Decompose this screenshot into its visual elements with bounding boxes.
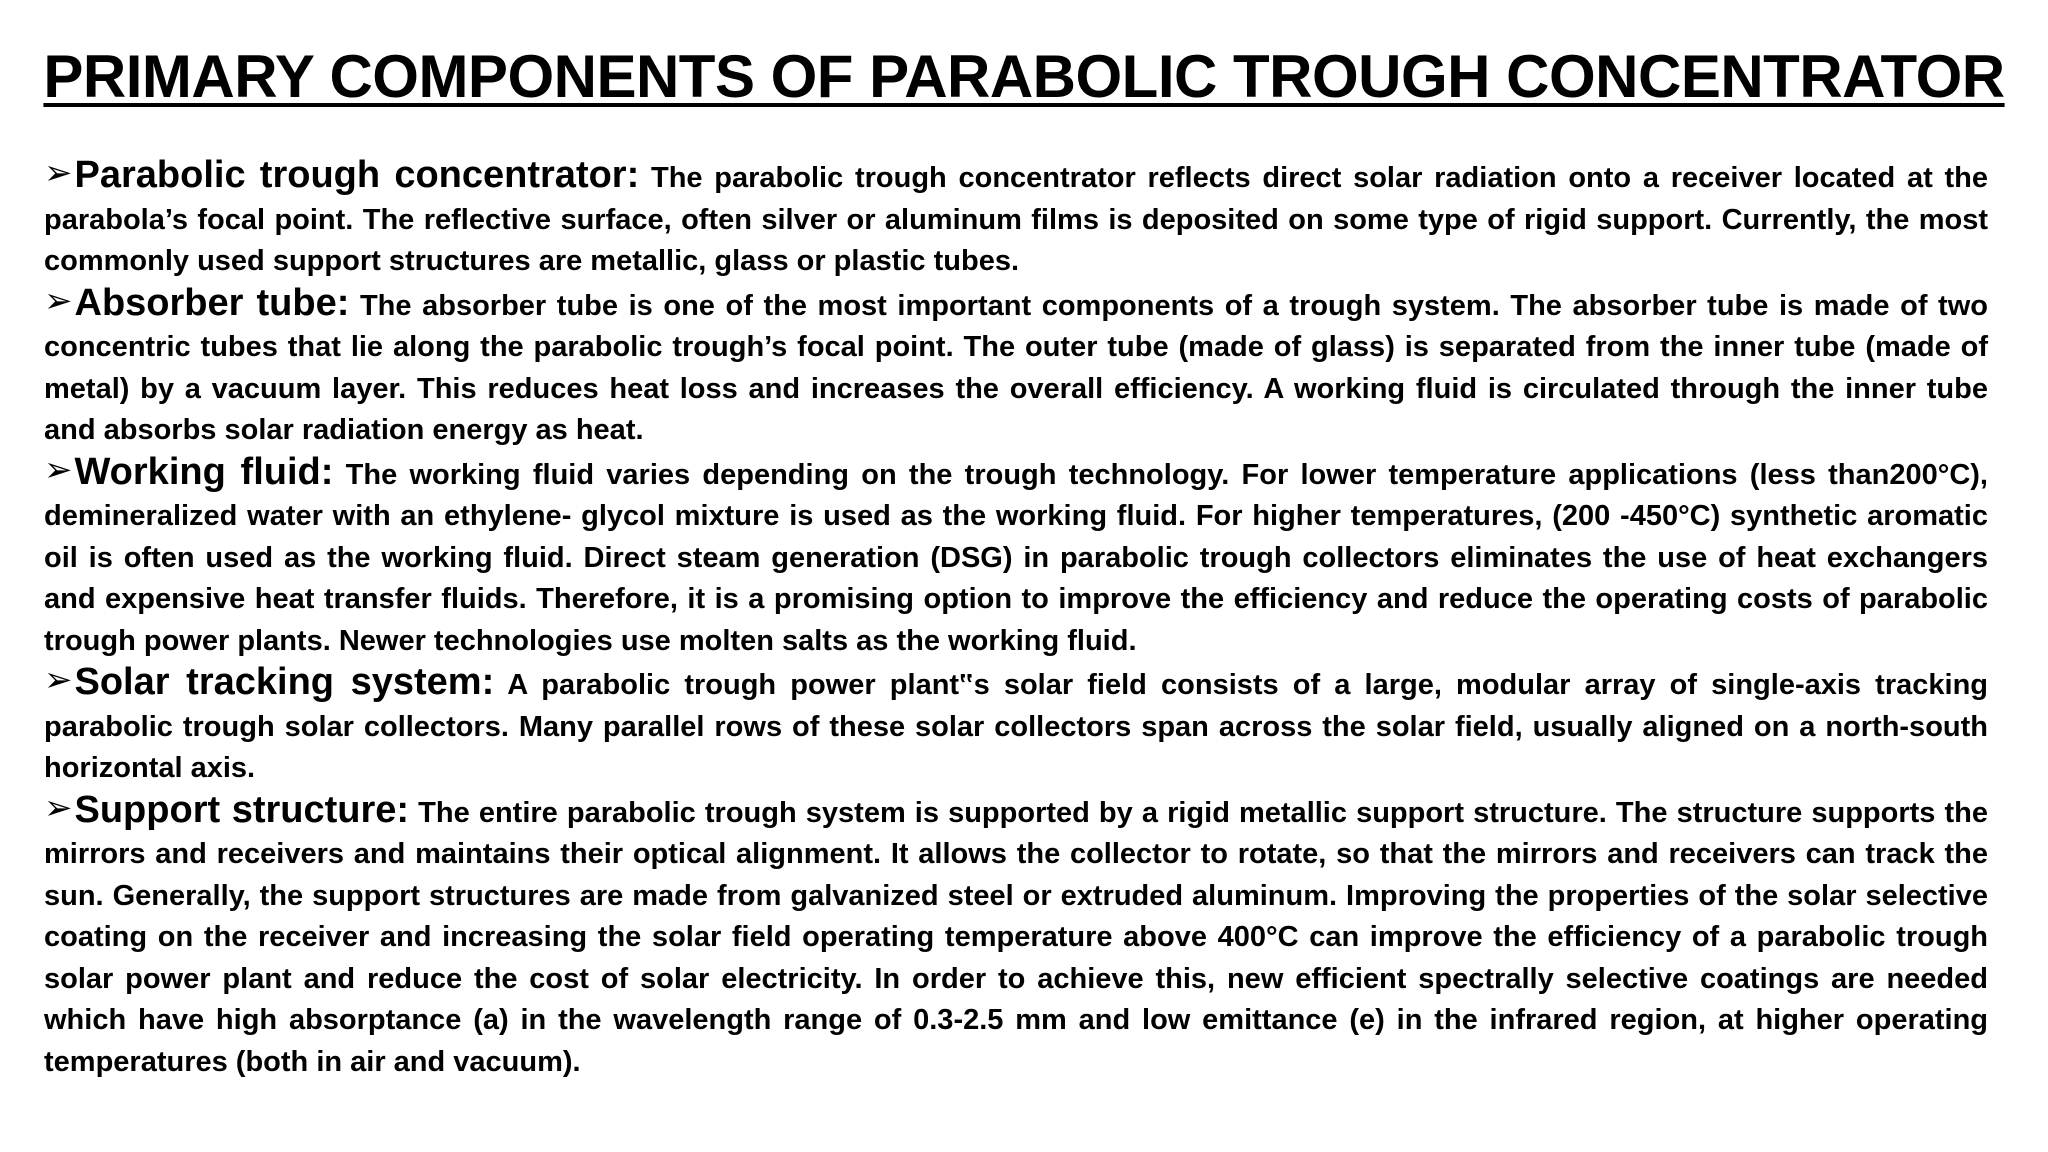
bullet-item-absorber-tube	[44, 283, 1988, 452]
bullet-text: The working fluid varies depending on the trough technology. For lower temperature applications (less than200°C), demineralized water with an ethylene- glycol mixture is used as the working fluid. For higher temperatures, (200 -450°C) synthetic aromatic oil is often used as the working fluid. Direct steam generation (DSG) in parabolic trough collectors eliminates the use of heat exchangers and expensive heat transfer fluids. Therefore, it is a promising option to improve the efficiency and reduce the operating costs of parabolic trough power plants. Newer technologies use molten salts as the working fluid.	[44, 458, 1988, 657]
bullet-heading: Absorber tube:	[74, 281, 350, 324]
arrow-bullet-icon: ➢	[44, 154, 73, 192]
slide-title	[0, 40, 2048, 114]
arrow-bullet-icon: ➢	[44, 281, 73, 320]
bullet-text: The entire parabolic trough system is supported by a rigid metallic support structure. The structure supports the mirrors and receivers and maintains their optical alignment. It allows the collector to rotate, so that the mirrors and receivers can track the sun. Generally, the support structures are made from galvanized steel or extruded aluminum. Improving the properties of the solar selective coating on the receiver and increasing the solar field operating temperature above 400°C can improve the efficiency of a parabolic trough solar power plant and reduce the cost of solar electricity. In order to achieve this, new efficient spectrally selective coatings are needed which have high absorptance (a) in the wavelength range of 0.3-2.5 mm and low emittance (e) in the infrared region, at higher operating temperatures (both in air and vacuum).	[44, 796, 1988, 1078]
bullet-item-parabolic-trough-concentrator	[44, 155, 1988, 283]
bullet-heading: Working fluid:	[74, 450, 334, 493]
bullet-item-support-structure	[44, 790, 1988, 1084]
arrow-bullet-icon: ➢	[44, 450, 73, 489]
bullet-list	[44, 155, 1988, 1083]
bullet-text: The absorber tube is one of the most important components of a trough system. The absorber tube is made of two concentric tubes that lie along the parabolic trough’s focal point. The outer tube (made of glass) is separated from the inner tube (made of metal) by a vacuum layer. This reduces heat loss and increases the overall efficiency. A working fluid is circulated through the inner tube and absorbs solar radiation energy as heat.	[44, 289, 1988, 446]
bullet-text: A parabolic trough power plant‟s solar field consists of a large, modular array of single-axis tracking parabolic trough solar collectors. Many parallel rows of these solar collectors span across the solar field, usually aligned on a north-south horizontal axis.	[44, 669, 1988, 784]
bullet-item-solar-tracking-system	[44, 662, 1988, 790]
bullet-heading: Support structure:	[74, 788, 410, 831]
bullet-text: The parabolic trough concentrator reflects direct solar radiation onto a receiver located at the parabola’s focal point. The reflective surface, often silver or aluminum films is deposited on some type of rigid support. Currently, the most commonly used support structures are metallic, glass or plastic tubes.	[44, 162, 1988, 277]
arrow-bullet-icon: ➢	[44, 661, 73, 699]
slide-title-text: PRIMARY COMPONENTS OF PARABOLIC TROUGH CONCENTRATOR	[43, 43, 2005, 110]
bullet-heading: Solar tracking system:	[74, 661, 495, 703]
bullet-item-working-fluid	[44, 452, 1988, 663]
bullet-heading: Parabolic trough concentrator:	[74, 154, 640, 196]
arrow-bullet-icon: ➢	[44, 788, 73, 827]
